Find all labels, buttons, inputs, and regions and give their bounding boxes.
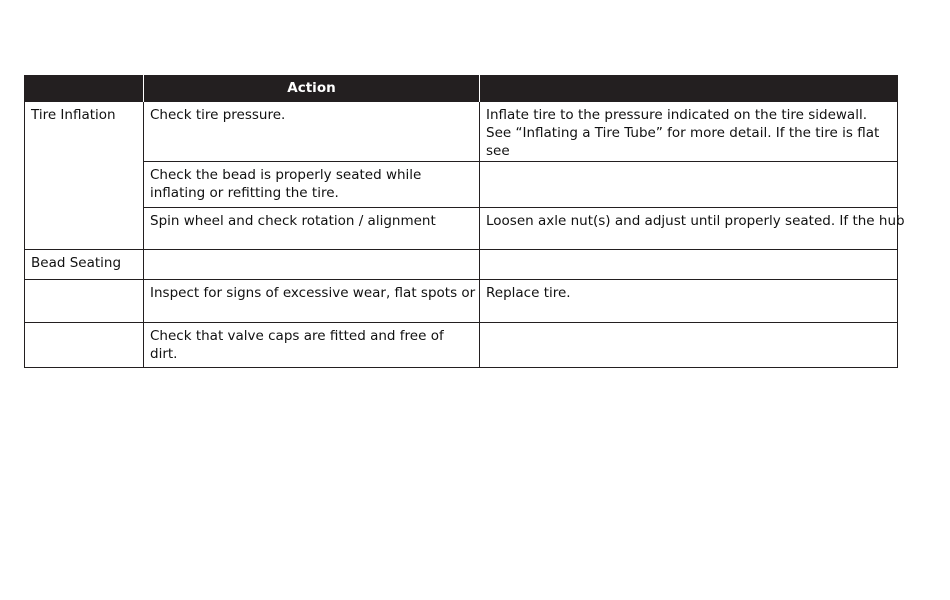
remedy-cell [480, 249, 898, 279]
action-cell [144, 249, 480, 279]
table-row [25, 249, 898, 279]
remedy-text: Loosen axle nut(s) and adjust until properly seated. If the hub [486, 212, 905, 229]
remedy-text: Inflate tire to the pressure indicated on the tire sidewall. See “Inflating a Tire Tube” for more detail. If the tire is flat see [486, 106, 880, 159]
remedy-cell [480, 161, 898, 207]
table-header-row [25, 75, 898, 101]
table-row [25, 101, 898, 161]
header-cell-category [25, 75, 144, 101]
action-cell [144, 322, 480, 367]
category-cell [25, 161, 144, 207]
category-text: Bead Seating [31, 254, 122, 271]
action-cell [144, 279, 480, 322]
header-cell-action: Action [144, 75, 480, 101]
maintenance-table [24, 75, 905, 368]
category-cell [25, 207, 144, 249]
action-text: Spin wheel and check rotation / alignment [150, 212, 436, 229]
category-cell [25, 322, 144, 367]
category-text: Tire Inflation [31, 106, 116, 123]
table-row [25, 279, 898, 322]
header-cell-remedy [480, 75, 898, 101]
category-cell [25, 249, 144, 279]
table-row [25, 161, 898, 207]
remedy-cell [480, 322, 898, 367]
remedy-text: Replace tire. [486, 284, 571, 301]
action-text: Check that valve caps are fitted and free of dirt. [150, 327, 444, 362]
action-text: Inspect for signs of excessive wear, flat spots or [150, 284, 476, 301]
table-row [25, 322, 898, 367]
remedy-cell [480, 101, 898, 161]
table-row [25, 207, 898, 249]
action-cell [144, 161, 480, 207]
category-cell [25, 101, 144, 161]
remedy-cell [480, 207, 905, 249]
action-text: Check tire pressure. [150, 106, 286, 123]
remedy-cell [480, 279, 898, 322]
action-cell [144, 101, 480, 161]
category-cell [25, 279, 144, 322]
action-cell [144, 207, 480, 249]
action-text: Check the bead is properly seated while inflating or refitting the tire. [150, 166, 422, 201]
